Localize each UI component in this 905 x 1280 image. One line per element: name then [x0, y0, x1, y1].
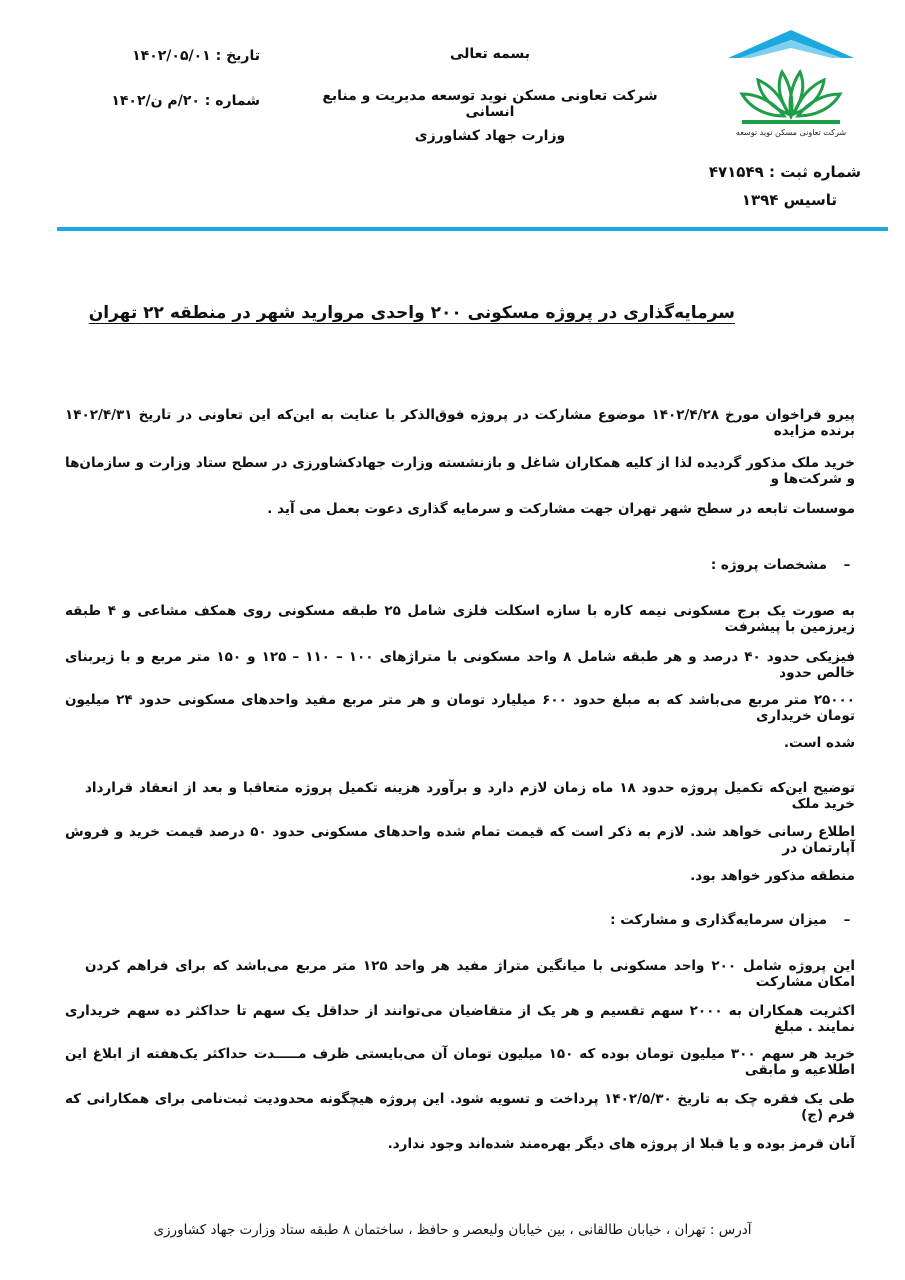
established-year: تاسیس ۱۳۹۴ — [741, 191, 837, 209]
logo-caption: شرکت تعاونی مسکن نوید توسعه — [735, 128, 847, 137]
bullet-dash-icon: – — [843, 912, 851, 928]
footer-address: آدرس : تهران ، خیابان طالقانی ، بین خیابان ولیعصر و حافظ ، ساختمان ۸ طبقه ستاد وزارت جهاد کشاورزی — [153, 1222, 752, 1238]
leaves-logo-icon — [722, 28, 860, 128]
company-logo — [722, 28, 860, 140]
letter-date: تاریخ : ۱۴۰۲/۰۵/۰۱ — [132, 48, 260, 64]
company-name: شرکت تعاونی مسکن نوید توسعه مدیریت و منابع انسانی — [322, 88, 658, 120]
header-divider — [57, 227, 888, 231]
intro-line-3: موسسات تابعه در سطح شهر تهران جهت مشارکت و سرمایه گذاری دعوت بعمل می آید . — [267, 501, 855, 517]
section-heading-investment: –میزان سرمایه‌گذاری و مشارکت : — [610, 912, 855, 928]
specs-line-2: فیزیکی حدود ۴۰ درصد و هر طبقه شامل ۸ واحد مسکونی با متراژهای ۱۰۰ – ۱۱۰ – ۱۲۵ و ۱۵۰ متر مربع و با زیربنای خالص حدود — [65, 649, 855, 681]
document-title: سرمایه‌گذاری در پروژه مسکونی ۲۰۰ واحدی مروارید شهر در منطقه ۲۲ تهران — [88, 303, 735, 323]
invest-line-1: این پروژه شامل ۲۰۰ واحد مسکونی با میانگین متراژ مفید هر واحد ۱۲۵ متر مربع می‌باشد که برای فراهم کردن امکان مشارکت — [85, 958, 855, 990]
section-heading-project-specs: –مشخصات پروژه : — [711, 557, 855, 573]
registration-number: شماره ثبت : ۴۷۱۵۴۹ — [708, 163, 861, 181]
ministry-name: وزارت جهاد کشاورزی — [414, 128, 566, 144]
specs2-line-2: اطلاع رسانی خواهد شد. لازم به ذکر است که قیمت تمام شده واحدهای مسکونی حدود ۵۰ درصد قیمت خرید و فروش آپارتمان در — [65, 824, 855, 856]
specs-line-1: به صورت یک برج مسکونی نیمه کاره با سازه اسکلت فلزی شامل ۲۵ طبقه مسکونی روی همکف مشاعی و ۴ طبقه زیرزمین با پیشرفت — [65, 603, 855, 635]
invest-line-3: خرید هر سهم ۳۰۰ میلیون تومان بوده که ۱۵۰ میلیون تومان آن می‌بایستی ظرف مـــــدت حداکثر یک‌هفته از ابلاغ این اطلاعیه و مابقی — [65, 1046, 855, 1078]
bismillah: بسمه تعالی — [449, 46, 531, 62]
specs2-line-1: توضیح این‌که تکمیل پروژه حدود ۱۸ ماه زمان لازم دارد و برآورد هزینه تکمیل پروژه متعاقبا و بعد از انعقاد قرارداد خرید ملک — [85, 780, 855, 812]
specs-line-3: ۲۵۰۰۰ متر مربع می‌باشد که به مبلغ حدود ۶۰۰ میلیارد تومان و هر متر مربع مفید واحدهای مسکونی حدود ۲۴ میلیون تومان خریداری — [65, 692, 856, 724]
invest-line-4: طی یک فقره چک به تاریخ ۱۴۰۲/۵/۳۰ پرداخت و تسویه شود. این پروژه هیچگونه محدودیت ثبت‌نامی برای همکارانی که فرم (ج) — [65, 1091, 855, 1123]
bullet-dash-icon: – — [843, 557, 851, 573]
letter-number: شماره : ۲۰/م ن/۱۴۰۲ — [111, 93, 260, 109]
intro-line-2: خرید ملک مذکور گردیده لذا از کلیه همکاران شاغل و بازنشسته وزارت جهادکشاورزی در سطح ستاد وزارت و سازمان‌ها و شرکت‌ها و — [65, 455, 855, 487]
invest-line-5: آنان قرمز بوده و یا قبلا از پروژه های دیگر بهره‌مند شده‌اند وجود ندارد. — [387, 1136, 855, 1152]
registration-block — [709, 158, 861, 214]
invest-line-2: اکثریت همکاران به ۲۰۰۰ سهم تقسیم و هر یک از متقاضیان می‌توانند از حداقل یک سهم تا حداکثر ده سهم خریداری نمایند . مبلغ — [65, 1003, 855, 1035]
specs2-line-3: منطقه مذکور خواهد بود. — [690, 868, 855, 884]
intro-line-1: پیرو فراخوان مورخ ۱۴۰۲/۴/۲۸ موضوع مشارکت در پروژه فوق‌الذکر با عنایت به این‌که این تعاونی در تاریخ ۱۴۰۲/۴/۳۱ برنده مزایده — [65, 407, 855, 439]
specs-line-4: شده است. — [783, 735, 855, 751]
